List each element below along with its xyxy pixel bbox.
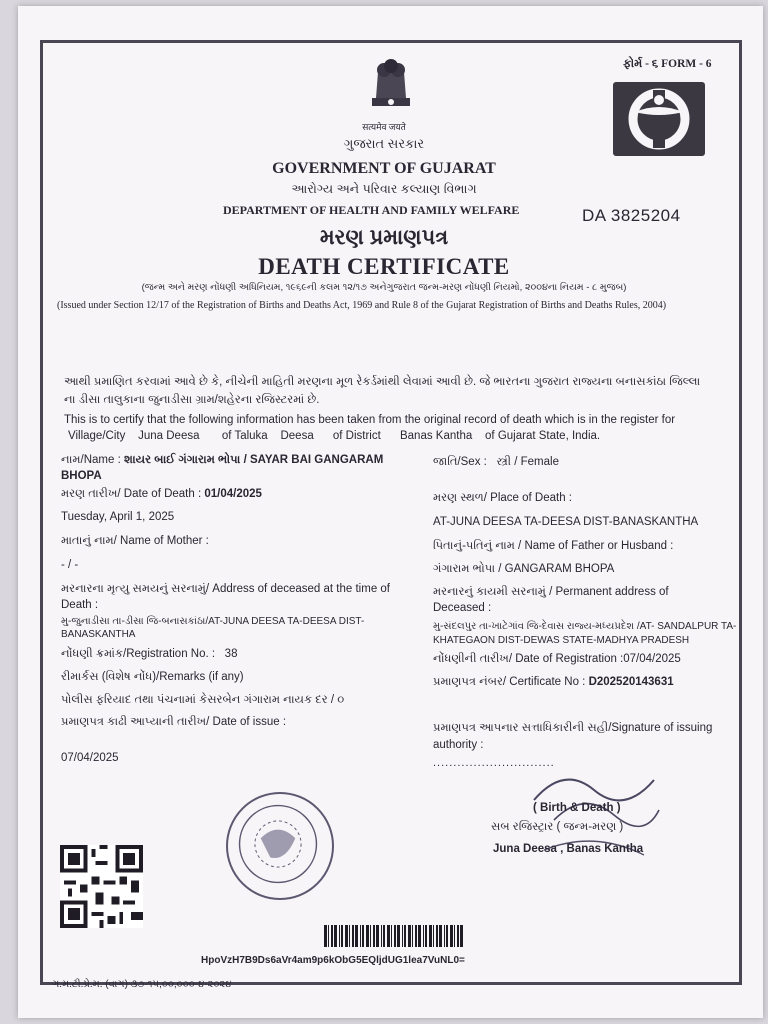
barcode-bar	[444, 925, 445, 947]
signature-line: ..............................	[433, 757, 555, 769]
act-gujarati: (જન્મ અને મરણ નોંધણી અધિનિયમ, ૧૯૬૯ની કલમ ૧૨/૧૭ અનેગુજરાત જન્મ-મરણ નોંધણી નિયમો, ૨૦૦૪ના નિયમ - ૮ મુજબ)	[141, 282, 627, 293]
barcode-bar	[425, 925, 427, 947]
hash-code: HpoVzH7B9Ds6aVr4am9p6kObG5EQljdUG1lea7VuNL0=	[201, 955, 465, 966]
title-gujarati: મરણ પ્રમાણપત્ર	[319, 226, 449, 249]
barcode-bar	[423, 925, 424, 947]
taluka-value: Deesa	[280, 430, 314, 442]
regdate-value: 07/04/2025	[623, 653, 681, 665]
barcode-bar	[366, 925, 369, 947]
addr-time-value: મુ-જુનાડીસા તા-ડીસા જિ-બનાસકાંઠા/AT-JUNA DEESA TA-DEESA DIST-	[61, 616, 365, 627]
barcode-bar	[415, 925, 417, 947]
village-line	[68, 430, 600, 442]
barcode-bar	[383, 925, 385, 947]
regno-row	[61, 648, 237, 661]
barcode-bar	[446, 925, 448, 947]
emblem-motto: सत्यमेव जयते	[362, 122, 406, 132]
mother-label: માતાનું નામ/ Name of Mother :	[61, 535, 209, 547]
sign-label: પ્રમાણપત્ર આપનાર સત્તાધિકારીની સહી/Signature of issuing	[433, 722, 713, 734]
dept-english: DEPARTMENT OF HEALTH AND FAMILY WELFARE	[223, 203, 520, 217]
barcode-bar	[381, 925, 382, 947]
regdate-row	[433, 653, 681, 666]
regno-value: 38	[224, 648, 238, 660]
barcode-bar	[339, 925, 340, 947]
name-label: નામ/Name :	[61, 454, 121, 466]
intro-english: This is to certify that the following information has been taken from the original record of death which is in the register for	[64, 414, 676, 426]
barcode-bar	[387, 925, 390, 947]
district-label: of District	[332, 430, 381, 442]
barcode-bar	[412, 925, 413, 947]
name-value: શાયર બાઈ ગંગારામ ભોપા / SAYAR BAI GANGARAM	[123, 454, 384, 466]
regdate-label: નોંધણીની તારીખ/ Date of Registration :	[433, 653, 624, 665]
state-text: of Gujarat State, India.	[485, 430, 601, 442]
dod-row	[61, 488, 262, 501]
addr-perm-label: મરનારનું કાયમી સરનામું / Permanent address of	[433, 586, 669, 598]
act-english: (Issued under Section 12/17 of the Registration of Births and Deaths Act, 1969 and Rule 8 of the Gujarat Registration of Births and Deaths Rules, 2004)	[57, 300, 667, 311]
barcode-bar	[370, 925, 371, 947]
barcode-bar	[397, 925, 400, 947]
intro-gujarati-line1: આથી પ્રમાણિત કરવામાં આવે છે કે, નીચેની માહિતી મરણના મૂળ રેકર્ડમાંથી લેવામાં આવી છે. જે ભારતના ગુજરાત રાજ્યના બનાસકાંઠા જિલ્લા	[64, 376, 701, 388]
barcode-bar	[376, 925, 379, 947]
barcode-bar	[334, 925, 337, 947]
dod-words: Tuesday, April 1, 2025	[61, 511, 175, 523]
barcode-bar	[439, 925, 442, 947]
addr-time-value-cont: BANASKANTHA	[61, 629, 136, 640]
regno-label: નોંધણી ક્રમાંક/Registration No. :	[61, 648, 216, 660]
issue-value: 07/04/2025	[61, 752, 119, 764]
addr-perm-value: મુ-સંદલપુર તા-ખાટેગાંવ જિ-દેવાસ રાજ્ય-મધ્યપ્રદેશ /AT- SANDALPUR TA-	[433, 621, 737, 632]
barcode-bar	[345, 925, 348, 947]
barcode-icon	[324, 925, 464, 947]
dept-gujarati: આરોગ્ય અને પરિવાર કલ્યાણ વિભાગ	[291, 182, 477, 196]
dod-value: 01/04/2025	[204, 488, 262, 500]
sex-label: જાતિ/Sex :	[433, 456, 487, 468]
intro-gujarati-line2: ના ડીસા તાલુકાના જુનાડીસા ગ્રામ/શહેરના રજિસ્ટરમાં છે.	[64, 394, 320, 406]
certno-label: પ્રમાણપત્ર નંબર/ Certificate No :	[433, 676, 586, 688]
registrar-line3: Juna Deesa , Banas Kantha	[493, 843, 644, 855]
barcode-bar	[436, 925, 438, 947]
barcode-bar	[460, 925, 463, 947]
registrar-line1: ( Birth & Death )	[533, 802, 621, 814]
father-value: ગંગારામ ભોપા / GANGARAM BHOPA	[433, 563, 615, 575]
name-row	[61, 454, 383, 467]
barcode-bar	[433, 925, 434, 947]
addr-time-label-cont: Death :	[61, 599, 99, 611]
registrar-line2: સબ રજિસ્ટ્રાર ( જન્મ-મરણ )	[491, 821, 624, 833]
barcode-bar	[352, 925, 354, 947]
barcode-bar	[355, 925, 358, 947]
barcode-bar	[324, 925, 327, 947]
serial-number: DA 3825204	[582, 206, 681, 225]
barcode-bar	[362, 925, 364, 947]
barcode-bar	[408, 925, 411, 947]
barcode-bar	[373, 925, 375, 947]
certno-value: D202520143631	[588, 676, 674, 688]
sign-label-cont: authority :	[433, 739, 484, 751]
addr-time-label: મરનારના મૃત્યુ સમયનું સરનામું/ Address of deceased at the time of	[61, 583, 390, 595]
barcode-bar	[450, 925, 453, 947]
name-value-cont: BHOPA	[61, 470, 102, 482]
barcode-bar	[349, 925, 350, 947]
gov-english: GOVERNMENT OF GUJARAT	[272, 160, 496, 177]
police-text: પોલીસ ફરિયાદ તથા પંચનામાં કેસરબેન ગંગારામ નાયક દર / ૦	[61, 694, 345, 706]
barcode-bar	[341, 925, 343, 947]
title-english: DEATH CERTIFICATE	[258, 254, 510, 279]
barcode-bar	[331, 925, 333, 947]
father-label: પિતાનું-પતિનું નામ / Name of Father or Husband :	[433, 540, 674, 552]
district-value: Banas Kantha	[399, 430, 473, 442]
barcode-bar	[360, 925, 361, 947]
addr-perm-value-cont: KHATEGAON DIST-DEWAS STATE-MADHYA PRADESH	[433, 635, 690, 646]
barcode-bar	[394, 925, 396, 947]
sex-value: સ્ત્રી / Female	[496, 456, 559, 468]
footer-print: ગ.મ.ટી.પ્રે.મ. (વાગ) ૩૭-૧૫,૦૦,૦૦૦-૪-૨૦૨૪	[52, 979, 232, 990]
form-label: ફોર્મ - ૬ FORM - 6	[623, 58, 712, 70]
barcode-bar	[418, 925, 421, 947]
barcode-bar	[429, 925, 432, 947]
village-label: Village/City	[68, 430, 126, 442]
gov-gujarati: ગુજરાત સરકાર	[343, 136, 425, 151]
certno-row	[433, 676, 674, 689]
mother-value: - / -	[61, 559, 79, 571]
qr-code-icon	[60, 845, 143, 928]
village-value: Juna Deesa	[138, 430, 200, 442]
barcode-bar	[328, 925, 329, 947]
barcode-bar	[404, 925, 406, 947]
barcode-bar	[402, 925, 403, 947]
barcode-bar	[454, 925, 455, 947]
issue-label: પ્રમાણપત્ર કાઢી આપ્યાની તારીખ/ Date of issue :	[61, 716, 287, 728]
taluka-label: of Taluka	[221, 430, 268, 442]
pod-label: મરણ સ્થળ/ Place of Death :	[433, 492, 572, 504]
remarks-label: રીમાર્કસ (વિશેષ નોંધ)/Remarks (if any)	[61, 671, 244, 683]
barcode-bar	[457, 925, 459, 947]
health-logo-icon	[613, 82, 705, 156]
office-seal-icon	[226, 792, 334, 900]
sex-row	[433, 456, 559, 469]
ashoka-emblem-icon	[366, 54, 416, 120]
barcode-bar	[391, 925, 392, 947]
dod-label: મરણ તારીખ/ Date of Death :	[61, 488, 202, 500]
addr-perm-label-cont: Deceased :	[433, 602, 492, 614]
pod-value: AT-JUNA DEESA TA-DEESA DIST-BANASKANTHA	[433, 516, 699, 528]
